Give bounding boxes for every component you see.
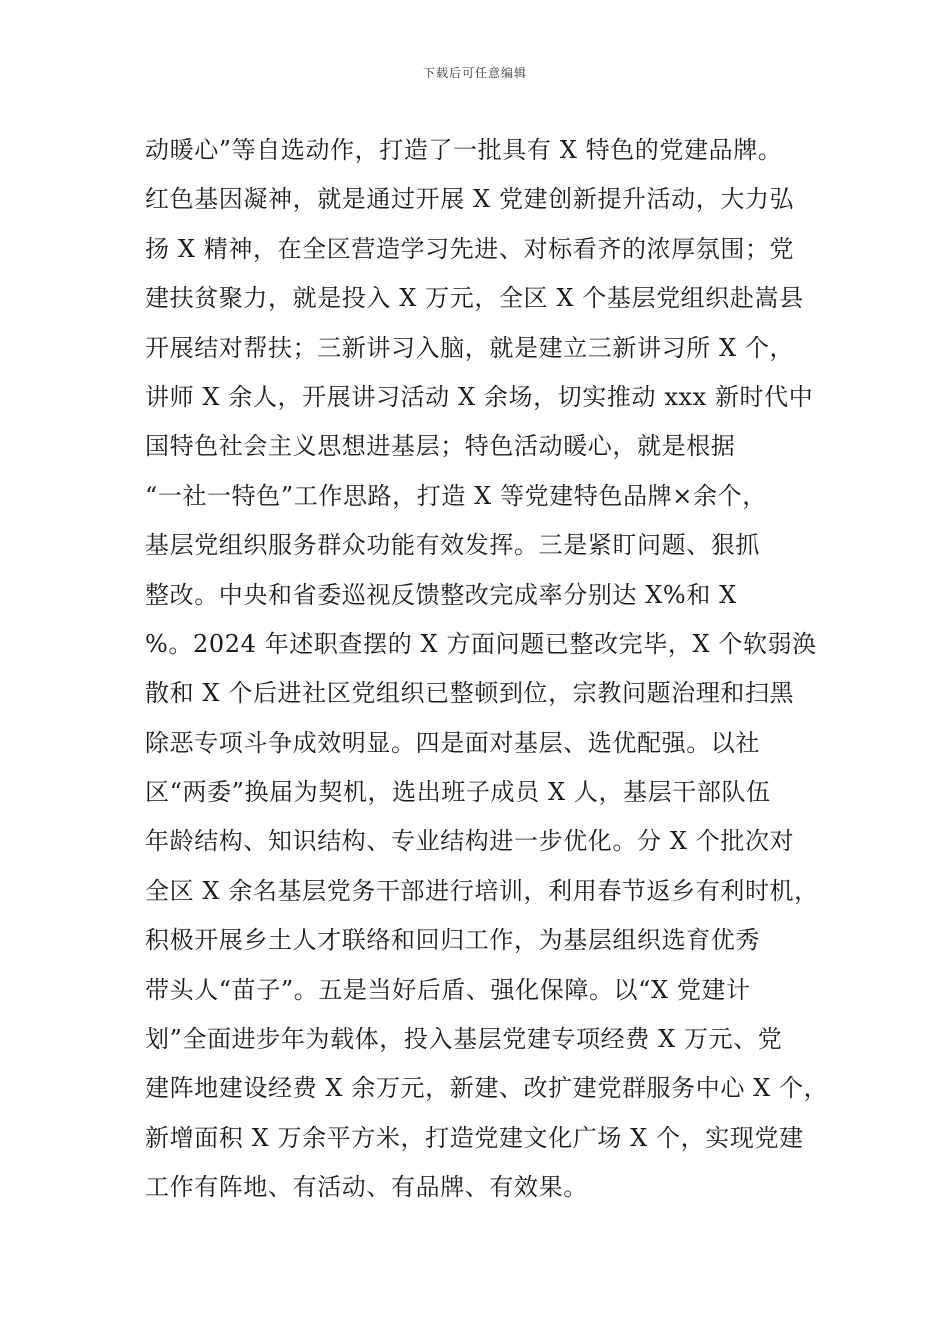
text-line: 新增面积 X 万余平方米，打造党建文化广场 X 个，实现党建	[145, 1123, 804, 1152]
text-line: 动暖心”等自选动作，打造了一批具有 X 特色的党建品牌。	[145, 136, 783, 164]
document-body	[145, 126, 829, 1213]
text-line: 国特色社会主义思想进基层；特色活动暖心，就是根据	[145, 432, 736, 461]
text-line: 讲师 X 余人，开展讲习活动 X 余场，切实推动 xxx 新时代中	[145, 382, 814, 411]
text-line: “一社一特色”工作思路，打造 X 等党建特色品牌×余个，	[145, 481, 767, 510]
text-line: 划”全面进步年为载体，投入基层党建专项经费 X 万元、党	[145, 1025, 783, 1054]
text-line: 年龄结构、知识结构、专业结构进一步优化。分 X 个批次对	[145, 827, 795, 856]
text-line: 建阵地建设经费 X 余万元，新建、改扩建党群服务中心 X 个，	[145, 1074, 829, 1103]
text-line: 开展结对帮扶；三新讲习入脑，就是建立三新讲习所 X 个，	[145, 333, 795, 362]
text-line: 基层党组织服务群众功能有效发挥。三是紧盯问题、狠抓	[145, 531, 760, 560]
text-line: 区“两委”换届为契机，选出班子成员 X 人，基层干部队伍	[145, 778, 771, 807]
text-line: 散和 X 个后进社区党组织已整顿到位，宗教问题治理和扫黑	[145, 679, 795, 708]
text-line: 红色基因凝神，就是通过开展 X 党建创新提升活动，大力弘	[145, 185, 795, 214]
text-line: 扬 X 精神，在全区营造学习先进、对标看齐的浓厚氛围；党	[145, 234, 795, 263]
text-line: 工作有阵地、有活动、有品牌、有效果。	[145, 1173, 588, 1202]
text-line: 整改。中央和省委巡视反馈整改完成率分别达 X%和 X	[145, 580, 737, 609]
text-line: 带头人“苗子”。五是当好后盾、强化保障。以“X 党建计	[145, 975, 751, 1004]
text-line: 建扶贫聚力，就是投入 X 万元，全区 X 个基层党组织赴嵩县	[145, 284, 804, 313]
text-line: 除恶专项斗争成效明显。四是面对基层、选优配强。以社	[145, 728, 760, 757]
text-line: 全区 X 余名基层党务干部进行培训，利用春节返乡有利时机，	[145, 876, 819, 905]
header-note: 下载后可任意编辑	[422, 66, 527, 80]
text-line: 积极开展乡土人才联络和回归工作，为基层组织选育优秀	[145, 926, 760, 955]
text-line: %。2024 年述职查摆的 X 方面问题已整改完毕，X 个软弱涣	[145, 629, 817, 658]
